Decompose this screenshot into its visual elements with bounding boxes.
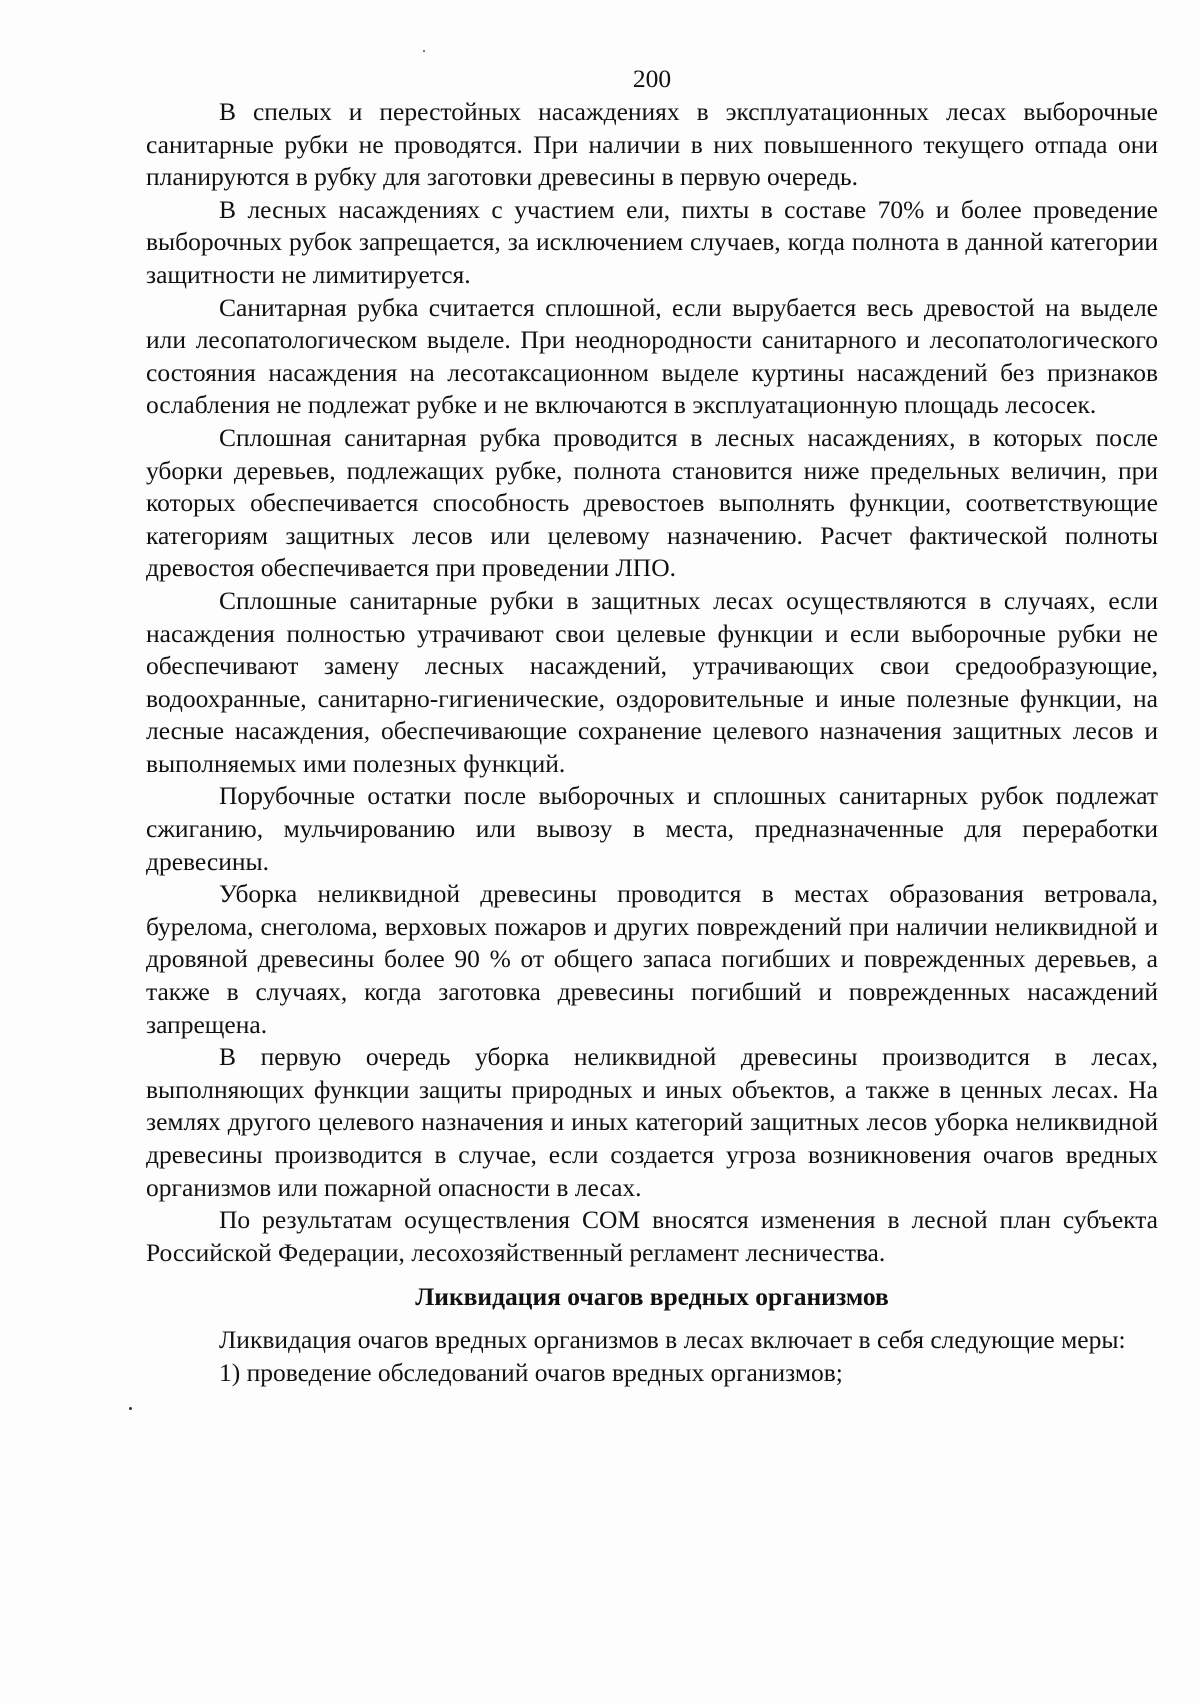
- paragraph: В первую очередь уборка неликвидной древесины производится в лесах, выполняющих функции защиты природных и иных объектов, а также в ценных лесах. На землях другого целевого назначения и иных категорий защитных лесов уборка неликвидной древесины производится в случае, если создается угроза возникновения очагов вредных организмов или пожарной опасности в лесах.: [146, 1042, 1158, 1202]
- scan-speck: [423, 50, 425, 52]
- paragraph: По результатам осуществления СОМ вносятся изменения в лесной план субъекта Российской Федерации, лесохозяйственный регламент лесничества.: [146, 1205, 1158, 1267]
- page-number: 200: [632, 64, 672, 93]
- list-item: 1) проведение обследований очагов вредных организмов;: [219, 1357, 843, 1387]
- paragraph: Уборка неликвидной древесины проводится в местах образования ветровала, бурелома, снеголома, верховых пожаров и других повреждений при наличии неликвидной и дровяной древесины более 90 % от общего запаса погибших и поврежденных деревьев, а также в случаях, когда заготовка древесины погибший и поврежденных насаждений запрещена.: [146, 879, 1158, 1039]
- paragraph: Сплошная санитарная рубка проводится в лесных насаждениях, в которых после уборки деревьев, подлежащих рубке, полнота становится ниже предельных величин, при которых обеспечивается способность древостоев выполнять функции, соответствующие категориям защитных лесов или целевому назначению. Расчет фактической полноты древостоя обеспечивается при проведении ЛПО.: [146, 422, 1158, 583]
- paragraph: В спелых и перестойных насаждениях в эксплуатационных лесах выборочные санитарные рубки не проводятся. При наличии в них повышенного текущего отпада они планируются в рубку для заготовки древесины в первую очередь.: [146, 97, 1158, 192]
- section-heading: Ликвидация очагов вредных организмов: [415, 1282, 889, 1312]
- scan-mark: [129, 1407, 132, 1410]
- paragraph: Порубочные остатки после выборочных и сплошных санитарных рубок подлежат сжиганию, мульчированию или вывозу в места, предназначенные для переработки древесины.: [146, 781, 1158, 876]
- document-body: [146, 64, 1158, 1389]
- section-intro: Ликвидация очагов вредных организмов в лесах включает в себя следующие меры:: [219, 1324, 1126, 1354]
- paragraph: Сплошные санитарные рубки в защитных лесах осуществляются в случаях, если насаждения полностью утрачивают свои целевые функции и если выборочные рубки не обеспечивают замену лесных насаждений, утрачивающих свои средообразующие, водоохранные, санитарно-гигиенические, оздоровительные и иные полезные функции, на лесные насаждения, обеспечивающие сохранение целевого назначения защитных лесов и выполняемых ими полезных функций.: [146, 585, 1158, 778]
- paragraph: Санитарная рубка считается сплошной, если вырубается весь древостой на выделе или лесопатологическом выделе. При неоднородности санитарного и лесопатологического состояния насаждения на лесотаксационном выделе куртины насаждений без признаков ослабления не подлежат рубке и не включаются в эксплуатационную площадь лесосек.: [146, 292, 1158, 420]
- paragraph: В лесных насаждениях с участием ели, пихты в составе 70% и более проведение выборочных рубок запрещается, за исключением случаев, когда полнота в данной категории защитности не лимитируется.: [146, 194, 1158, 289]
